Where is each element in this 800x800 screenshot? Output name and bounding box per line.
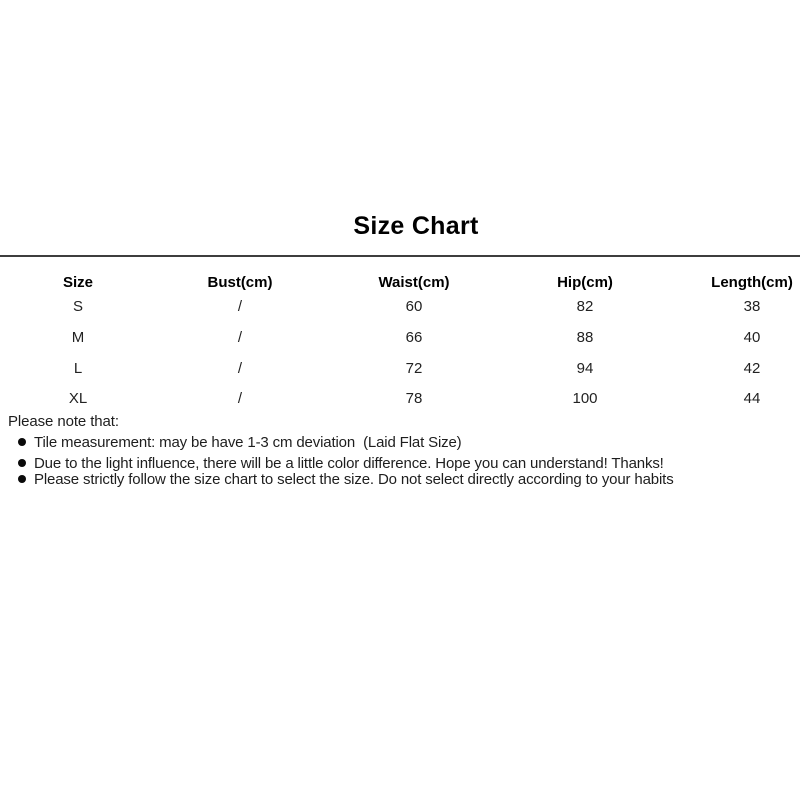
bullet-icon xyxy=(18,475,26,483)
header-size: Size xyxy=(62,273,93,291)
notes-intro: Please note that: xyxy=(8,413,119,430)
table-cell: 72 xyxy=(405,359,423,377)
table-cell: 40 xyxy=(743,328,761,346)
table-cell: XL xyxy=(68,389,88,407)
table-cell: 82 xyxy=(576,297,594,315)
header-waist: Waist(cm) xyxy=(378,273,450,291)
table-row-xl xyxy=(0,388,800,408)
bullet-icon xyxy=(18,438,26,446)
note-item xyxy=(18,455,664,471)
table-cell: M xyxy=(71,328,85,346)
note-item xyxy=(18,471,674,487)
title-divider xyxy=(0,255,800,257)
note-text: Tile measurement: may be have 1-3 cm deviation (Laid Flat Size) xyxy=(34,433,462,451)
page-title: Size Chart xyxy=(353,212,479,240)
table-cell: 88 xyxy=(576,328,594,346)
table-cell: 94 xyxy=(576,359,594,377)
table-cell: S xyxy=(72,297,83,315)
note-text: Due to the light influence, there will be a little color difference. Hope you can understand! Thanks! xyxy=(34,454,664,472)
header-hip: Hip(cm) xyxy=(557,273,613,291)
table-row-l xyxy=(0,358,800,378)
table-cell: 60 xyxy=(405,297,423,315)
table-cell: / xyxy=(237,389,243,407)
table-cell: 42 xyxy=(743,359,761,377)
table-cell: 78 xyxy=(405,389,423,407)
table-cell: 38 xyxy=(743,297,761,315)
header-bust: Bust(cm) xyxy=(207,273,273,291)
table-cell: / xyxy=(237,328,243,346)
table-cell: 44 xyxy=(743,389,761,407)
header-length: Length(cm) xyxy=(711,273,793,291)
table-row-s xyxy=(0,296,800,316)
table-cell: 66 xyxy=(405,328,423,346)
table-cell: / xyxy=(237,297,243,315)
bullet-icon xyxy=(18,459,26,467)
note-text: Please strictly follow the size chart to select the size. Do not select directly according to your habits xyxy=(34,470,674,488)
table-row-m xyxy=(0,327,800,347)
note-item xyxy=(18,434,462,450)
table-cell: 100 xyxy=(572,389,598,407)
table-cell: / xyxy=(237,359,243,377)
table-cell: L xyxy=(73,359,83,377)
table-header-row xyxy=(0,272,800,292)
